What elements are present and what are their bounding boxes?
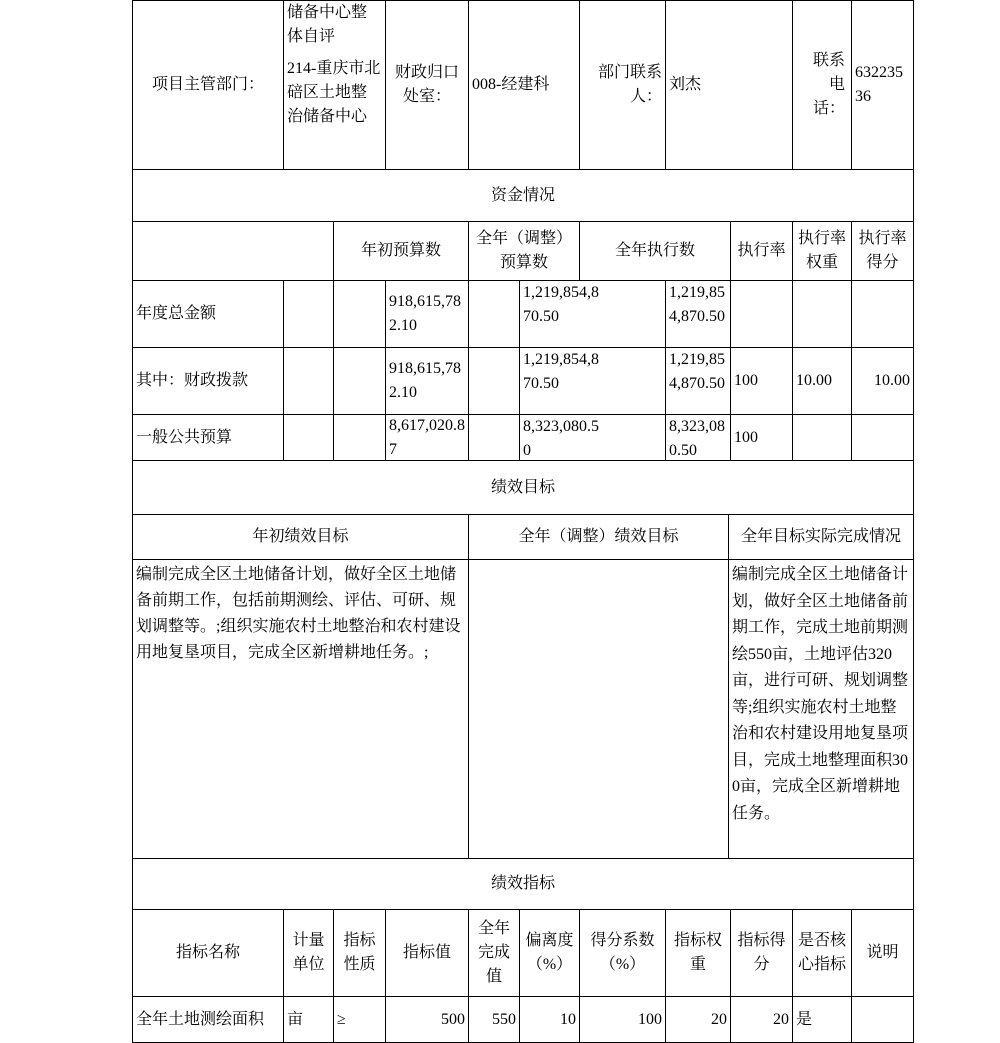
fund-row-adjusted: 1,219,854,870.50 — [519, 347, 666, 415]
fund-row-score — [851, 280, 914, 348]
phone-value: 63223536 — [851, 0, 914, 170]
indicator-header-coef: 得分系数（%） — [579, 909, 666, 997]
fund-row-blank — [333, 414, 386, 461]
funds-header-initial: 年初预算数 — [333, 221, 469, 281]
fund-row-rate: 100 — [730, 347, 793, 415]
fund-row-executed: 8,323,080.50 — [665, 414, 731, 461]
fund-row-initial: 918,615,782.10 — [385, 347, 469, 415]
goals-actual-text: 编制完成全区土地储备计划，做好全区土地储备前期工作，完成土地前期测绘550亩，土地评估320亩，进行可研、规划调整等;组织实施农村土地整治和农村建设用地复垦项目，完成土地整理面积300亩，完成全区新增耕地任务。 — [728, 559, 914, 859]
contact-value: 刘杰 — [665, 0, 793, 170]
funds-header-weight: 执行率权重 — [792, 221, 852, 281]
fund-row-blank — [468, 347, 520, 415]
indicator-cell-actual: 550 — [468, 996, 520, 1043]
indicator-cell-target: 500 — [385, 996, 469, 1043]
fund-row-blank — [333, 347, 386, 415]
indicator-cell-note — [851, 996, 914, 1043]
fund-row-adjusted: 1,219,854,870.50 — [519, 280, 666, 348]
finance-value: 008-经建科 — [468, 0, 580, 170]
fund-row-rate: 100 — [730, 414, 793, 461]
dept-value: 214-重庆市北碚区土地整治储备中心 — [287, 60, 381, 125]
fund-row-blank — [283, 347, 334, 415]
fund-row-weight — [792, 414, 852, 461]
fund-row-blank — [283, 280, 334, 348]
fund-row-adjusted: 8,323,080.50 — [519, 414, 666, 461]
funds-header-executed: 全年执行数 — [579, 221, 731, 281]
indicators-title: 绩效指标 — [132, 858, 914, 910]
dept-value-top: 储备中心整体自评 — [287, 4, 368, 45]
indicator-header-note: 说明 — [851, 909, 914, 997]
goals-header-initial: 年初绩效目标 — [132, 514, 469, 560]
indicator-cell-name: 全年土地测绘面积 — [132, 996, 284, 1043]
indicator-header-deviation: 偏离度（%） — [519, 909, 580, 997]
fund-row-label: 其中：财政拨款 — [132, 347, 284, 415]
fund-row-label: 一般公共预算 — [132, 414, 284, 461]
fund-row-blank — [468, 414, 520, 461]
indicator-cell-score: 20 — [730, 996, 793, 1043]
fund-row-initial: 918,615,782.10 — [385, 280, 469, 348]
funds-header-adjusted: 全年（调整）预算数 — [468, 221, 580, 281]
indicator-header-actual: 全年完成值 — [468, 909, 520, 997]
fund-row-executed: 1,219,854,870.50 — [665, 280, 731, 348]
indicator-header-name: 指标名称 — [132, 909, 284, 997]
dept-value-cell — [283, 0, 386, 170]
fund-row-initial: 8,617,020.87 — [385, 414, 469, 461]
indicator-header-unit: 计量单位 — [283, 909, 334, 997]
indicator-cell-weight: 20 — [665, 996, 731, 1043]
contact-label: 部门联系人： — [579, 0, 666, 170]
funds-header-rate: 执行率 — [730, 221, 793, 281]
indicator-cell-deviation: 10 — [519, 996, 580, 1043]
indicator-header-score: 指标得分 — [730, 909, 793, 997]
goals-adjusted-text — [468, 559, 729, 859]
goals-initial-text: 编制完成全区土地储备计划，做好全区土地储备前期工作，包括前期测绘、评估、可研、规划调整等。;组织实施农村土地整治和农村建设用地复垦项目，完成全区新增耕地任务。; — [132, 559, 469, 859]
goals-title: 绩效目标 — [132, 460, 914, 515]
indicator-cell-core: 是 — [792, 996, 852, 1043]
dept-label: 项目主管部门： — [132, 0, 284, 170]
fund-row-score — [851, 414, 914, 461]
fund-row-score: 10.00 — [851, 347, 914, 415]
fund-row-weight: 10.00 — [792, 347, 852, 415]
fund-row-executed: 1,219,854,870.50 — [665, 347, 731, 415]
phone-label: 联系电话： — [792, 0, 852, 170]
indicator-header-nature: 指标性质 — [333, 909, 386, 997]
fund-row-rate — [730, 280, 793, 348]
fund-row-blank — [468, 280, 520, 348]
goals-header-adjusted: 全年（调整）绩效目标 — [468, 514, 729, 560]
fund-row-blank — [333, 280, 386, 348]
fund-row-blank — [283, 414, 334, 461]
indicator-cell-nature: ≥ — [333, 996, 386, 1043]
finance-label: 财政归口处室： — [385, 0, 469, 170]
goals-header-actual: 全年目标实际完成情况 — [728, 514, 914, 560]
funds-header-score: 执行率得分 — [851, 221, 914, 281]
indicator-cell-unit: 亩 — [283, 996, 334, 1043]
fund-row-weight — [792, 280, 852, 348]
funds-header-blank — [132, 221, 334, 281]
indicator-header-target: 指标值 — [385, 909, 469, 997]
fund-row-label: 年度总金额 — [132, 280, 284, 348]
indicator-cell-coef: 100 — [579, 996, 666, 1043]
indicator-header-weight: 指标权重 — [665, 909, 731, 997]
funds-title: 资金情况 — [132, 169, 914, 222]
indicator-header-core: 是否核心指标 — [792, 909, 852, 997]
